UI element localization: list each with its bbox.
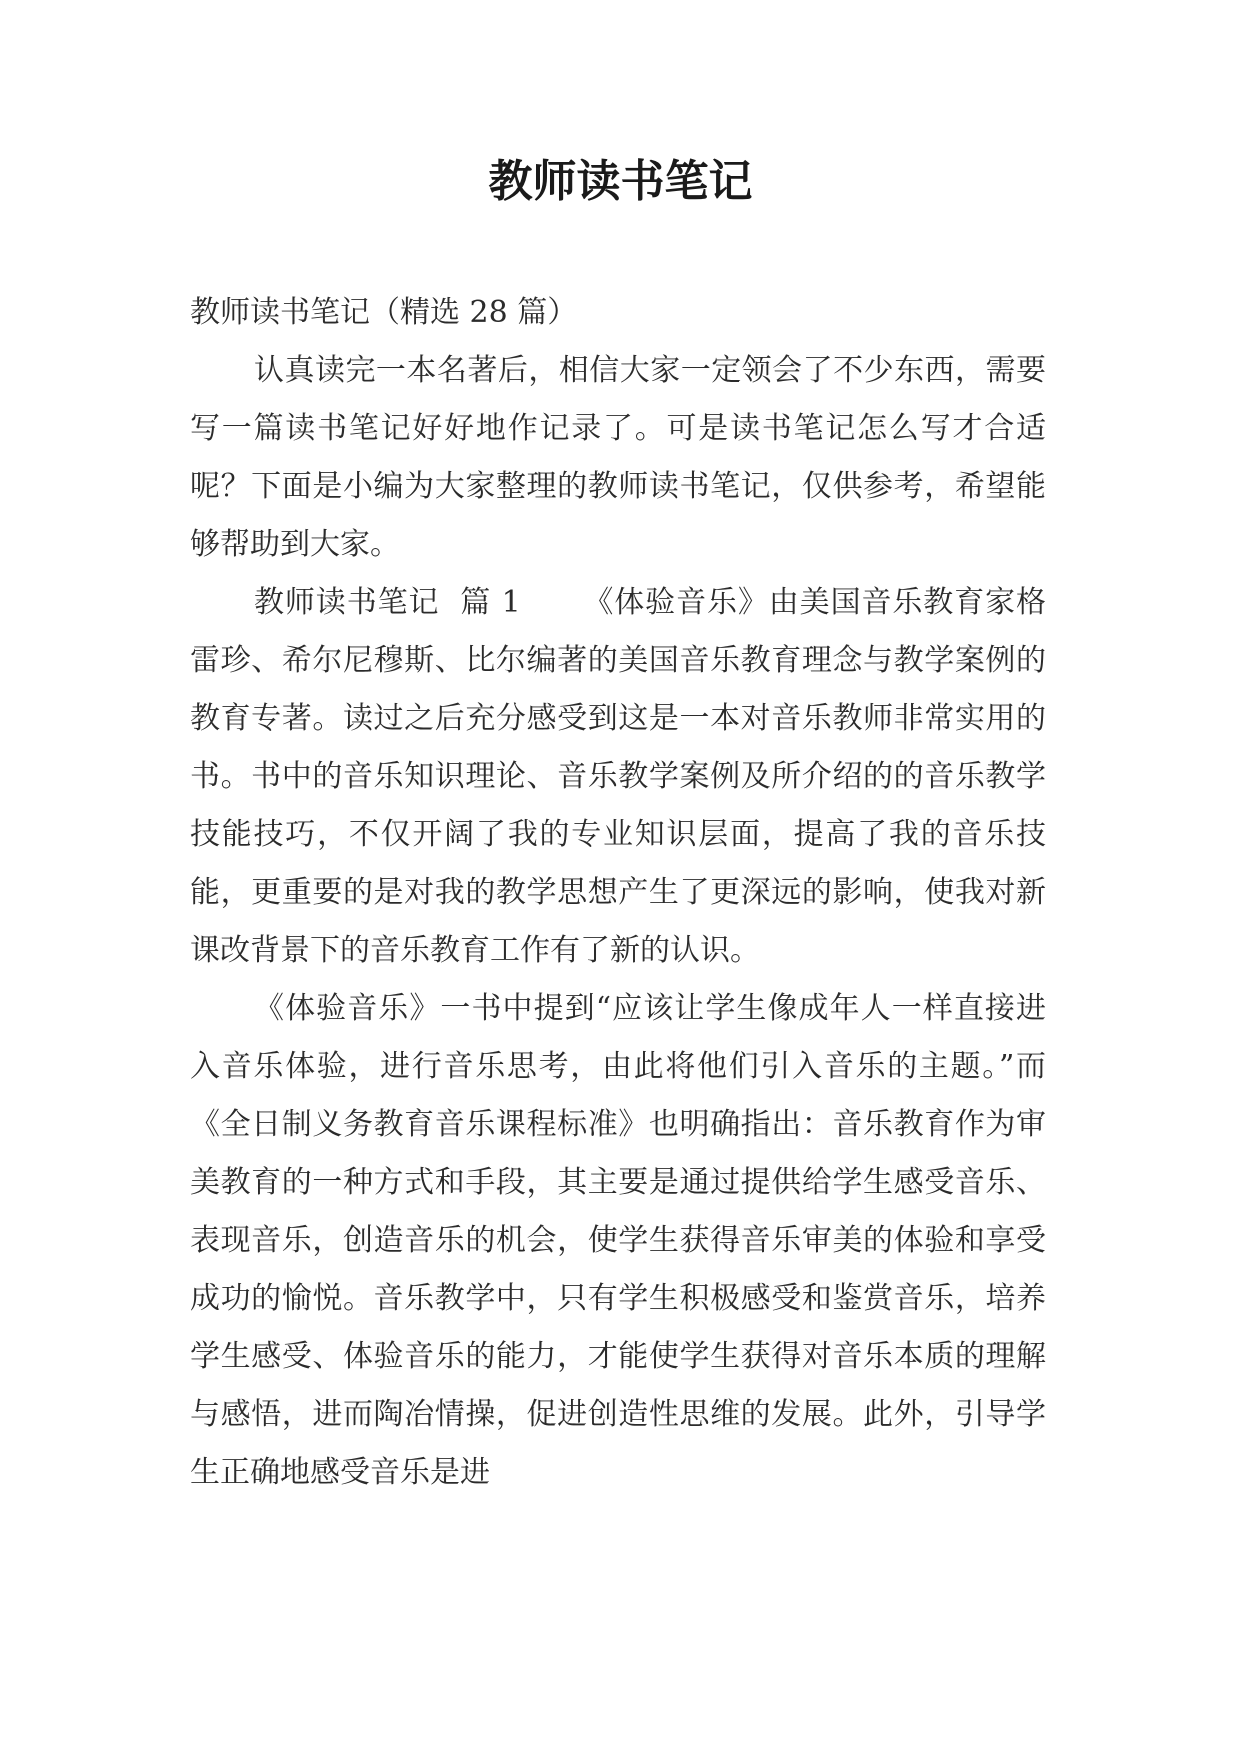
chapter-heading: 教师读书笔记 篇 1 — [254, 585, 584, 620]
intro-paragraph: 认真读完一本名著后，相信大家一定领会了不少东西，需要写一篇读书笔记好好地作记录了。可是读书笔记怎么写才合适呢？下面是小编为大家整理的教师读书笔记，仅供参考，希望能够帮助到大家。 — [190, 353, 1046, 562]
document-body — [190, 284, 1046, 1502]
chapter-1-paragraph — [190, 574, 1046, 980]
chapter-1-text: 《体验音乐》由美国音乐教育家格雷珍、希尔尼穆斯、比尔编著的美国音乐教育理念与教学案例的教育专著。读过之后充分感受到这是一本对音乐教师非常实用的书。书中的音乐知识理论、音乐教学案例及所介绍的的音乐教学技能技巧，不仅开阔了我的专业知识层面，提高了我的音乐技能，更重要的是对我的教学思想产生了更深远的影响，使我对新课改背景下的音乐教育工作有了新的认识。 — [190, 585, 1046, 968]
document-subtitle: 教师读书笔记（精选 28 篇） — [190, 295, 578, 330]
document-title: 教师读书笔记 — [488, 156, 753, 207]
paragraph-2: 《体验音乐》一书中提到“应该让学生像成年人一样直接进入音乐体验，进行音乐思考，由此将他们引入音乐的主题。”而《全日制义务教育音乐课程标准》也明确指出：音乐教育作为审美教育的一种方式和手段，其主要是通过提供给学生感受音乐、表现音乐，创造音乐的机会，使学生获得音乐审美的体验和享受成功的愉悦。音乐教学中，只有学生积极感受和鉴赏音乐，培养学生感受、体验音乐的能力，才能使学生获得对音乐本质的理解与感悟，进而陶冶情操，促进创造性思维的发展。此外，引导学生正确地感受音乐是进 — [190, 991, 1046, 1490]
